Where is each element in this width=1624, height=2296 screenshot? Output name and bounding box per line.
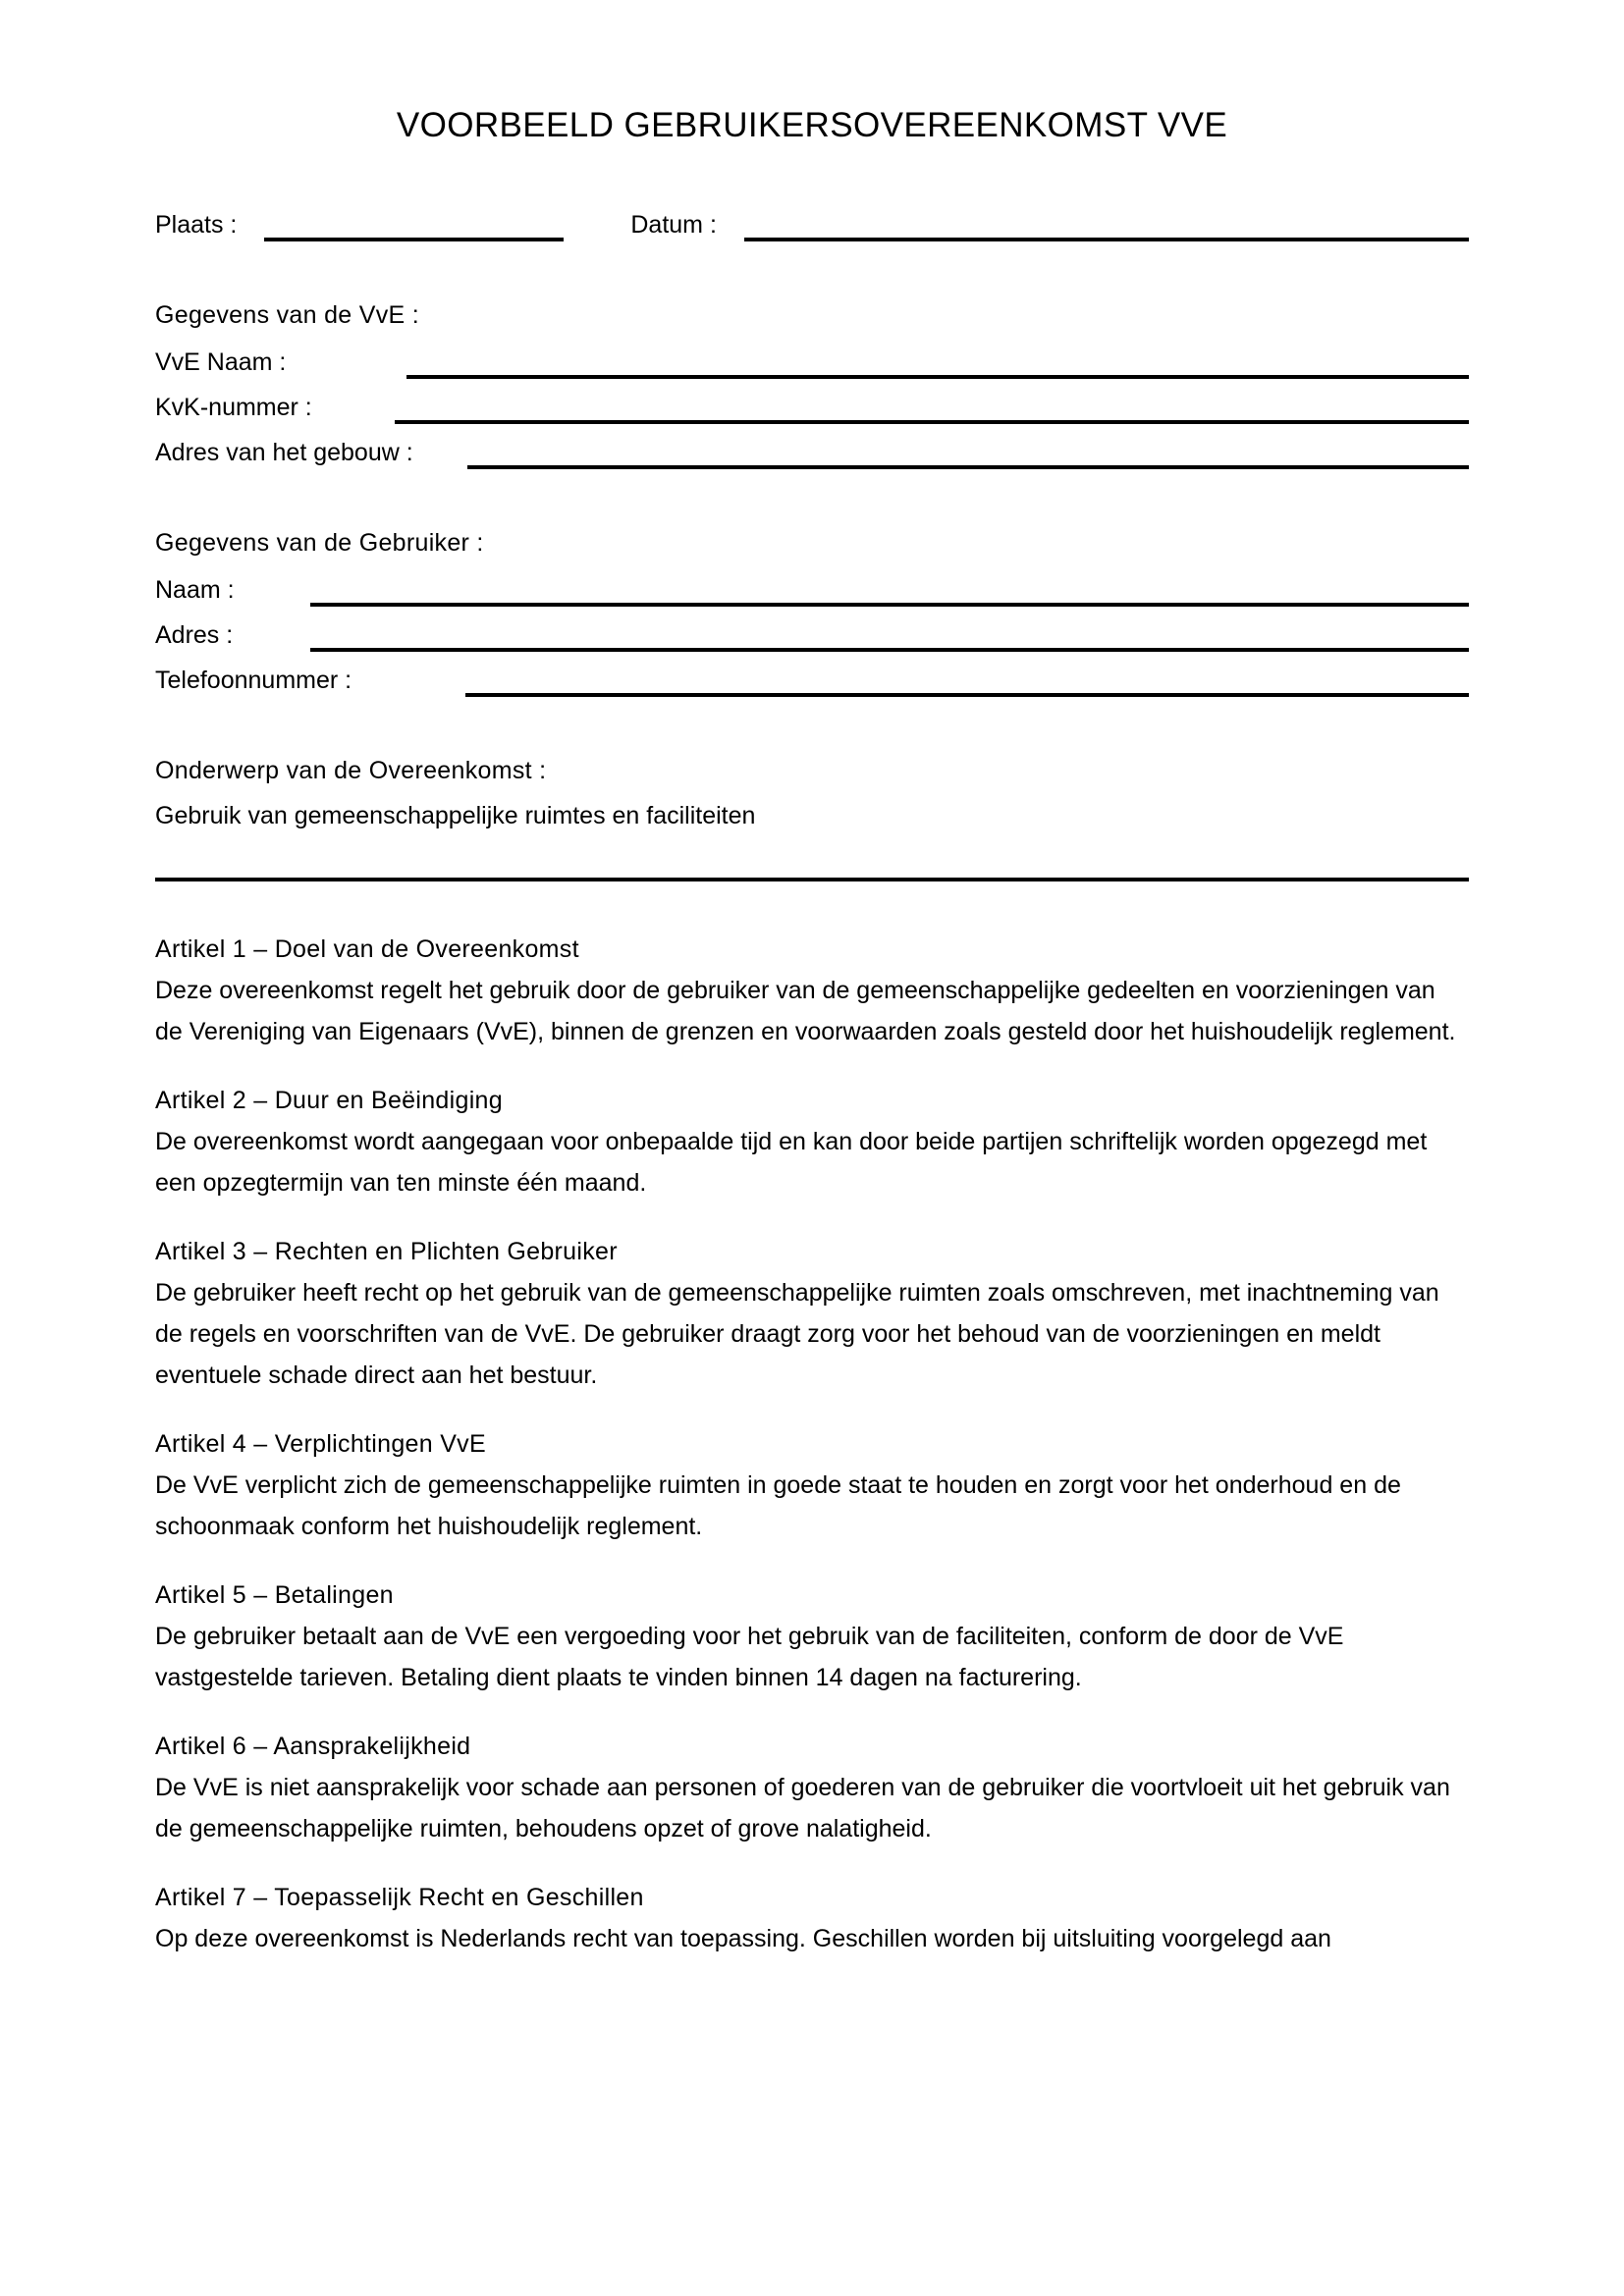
gebruiker-details-block <box>155 520 1469 701</box>
article-title: Artikel 3 – Rechten en Plichten Gebruiker <box>155 1238 618 1266</box>
gebruiker-naam-label: Naam : <box>155 576 235 605</box>
article-7 <box>155 1877 1469 1959</box>
article-4 <box>155 1423 1469 1547</box>
spacer-before-divider <box>155 838 1469 878</box>
article-title: Artikel 1 – Doel van de Overeenkomst <box>155 935 579 964</box>
datum-label: Datum : <box>630 211 717 240</box>
spacer-after-divider <box>155 881 1469 929</box>
vve-section-heading: Gegevens van de VvE : <box>155 301 419 330</box>
article-6 <box>155 1726 1469 1849</box>
plaats-input-rule[interactable] <box>264 238 564 241</box>
kvk-nummer-label: KvK-nummer : <box>155 394 312 422</box>
adres-gebouw-label: Adres van het gebouw : <box>155 439 413 467</box>
vve-naam-input-rule[interactable] <box>406 375 1469 379</box>
article-title: Artikel 5 – Betalingen <box>155 1581 394 1610</box>
field-row-adres-gebouw <box>155 428 1469 473</box>
article-title: Artikel 6 – Aansprakelijkheid <box>155 1733 471 1761</box>
article-title: Artikel 4 – Verplichtingen VvE <box>155 1430 486 1459</box>
article-title: Artikel 7 – Toepasselijk Recht en Geschillen <box>155 1884 644 1912</box>
articles-list <box>155 929 1469 1959</box>
field-row-vve-naam <box>155 338 1469 383</box>
subject-heading: Onderwerp van de Overeenkomst : <box>155 757 547 785</box>
datum-input-rule[interactable] <box>744 238 1469 241</box>
place-date-row <box>155 200 1469 245</box>
spacer-after-title <box>155 145 1469 200</box>
field-row-kvk-nummer <box>155 383 1469 428</box>
subject-block <box>155 748 1469 838</box>
gebruiker-adres-input-rule[interactable] <box>310 648 1469 652</box>
telefoonnummer-input-rule[interactable] <box>465 693 1469 697</box>
field-row-gebruiker-naam <box>155 565 1469 611</box>
spacer-before-subject <box>155 701 1469 748</box>
article-2 <box>155 1080 1469 1203</box>
article-body: De gebruiker betaalt aan de VvE een vergoeding voor het gebruik van de faciliteiten, conform de door de VvE vastgestelde tarieven. Betaling dient plaats te vinden binnen 14 dagen na facturering. <box>155 1623 1344 1692</box>
document-content <box>155 0 1469 1959</box>
spacer-before-gebruiker <box>155 473 1469 520</box>
plaats-label: Plaats : <box>155 211 238 240</box>
vve-naam-label: VvE Naam : <box>155 348 287 377</box>
article-body: De VvE verplicht zich de gemeenschappelijke ruimten in goede staat te houden en zorgt voor het onderhoud en de schoonmaak conform het huishoudelijk reglement. <box>155 1471 1401 1541</box>
adres-gebouw-input-rule[interactable] <box>467 465 1469 469</box>
article-3 <box>155 1231 1469 1396</box>
article-body: De gebruiker heeft recht op het gebruik van de gemeenschappelijke ruimten zoals omschreven, met inachtneming van de regels en voorschriften van de VvE. De gebruiker draagt zorg voor het behoud van de voorzieningen en meldt eventuele schade direct aan het bestuur. <box>155 1279 1439 1390</box>
gebruiker-section-heading: Gegevens van de Gebruiker : <box>155 529 484 558</box>
vve-details-block <box>155 293 1469 473</box>
article-5 <box>155 1575 1469 1698</box>
spacer-before-vve <box>155 245 1469 293</box>
kvk-nummer-input-rule[interactable] <box>395 420 1469 424</box>
article-body: Op deze overeenkomst is Nederlands recht van toepassing. Geschillen worden bij uitsluiting voorgelegd aan <box>155 1925 1331 1953</box>
article-body: Deze overeenkomst regelt het gebruik door de gebruiker van de gemeenschappelijke gedeelten en voorzieningen van de Vereniging van Eigenaars (VvE), binnen de grenzen en voorwaarden zoals gesteld door het huishoudelijk reglement. <box>155 977 1456 1046</box>
article-1 <box>155 929 1469 1052</box>
telefoonnummer-label: Telefoonnummer : <box>155 667 352 695</box>
subject-text: Gebruik van gemeenschappelijke ruimtes en faciliteiten <box>155 802 756 830</box>
page-title: VOORBEELD GEBRUIKERSOVEREENKOMST VVE <box>396 106 1228 144</box>
field-row-telefoonnummer <box>155 656 1469 701</box>
gebruiker-naam-input-rule[interactable] <box>310 603 1469 607</box>
gebruiker-adres-label: Adres : <box>155 621 234 650</box>
article-title: Artikel 2 – Duur en Beëindiging <box>155 1087 503 1115</box>
article-body: De VvE is niet aansprakelijk voor schade aan personen of goederen van de gebruiker die voortvloeit uit het gebruik van de gemeenschappelijke ruimten, behoudens opzet of grove nalatigheid. <box>155 1774 1450 1843</box>
article-body: De overeenkomst wordt aangegaan voor onbepaalde tijd en kan door beide partijen schriftelijk worden opgezegd met een opzegtermijn van ten minste één maand. <box>155 1128 1428 1198</box>
field-row-gebruiker-adres <box>155 611 1469 656</box>
